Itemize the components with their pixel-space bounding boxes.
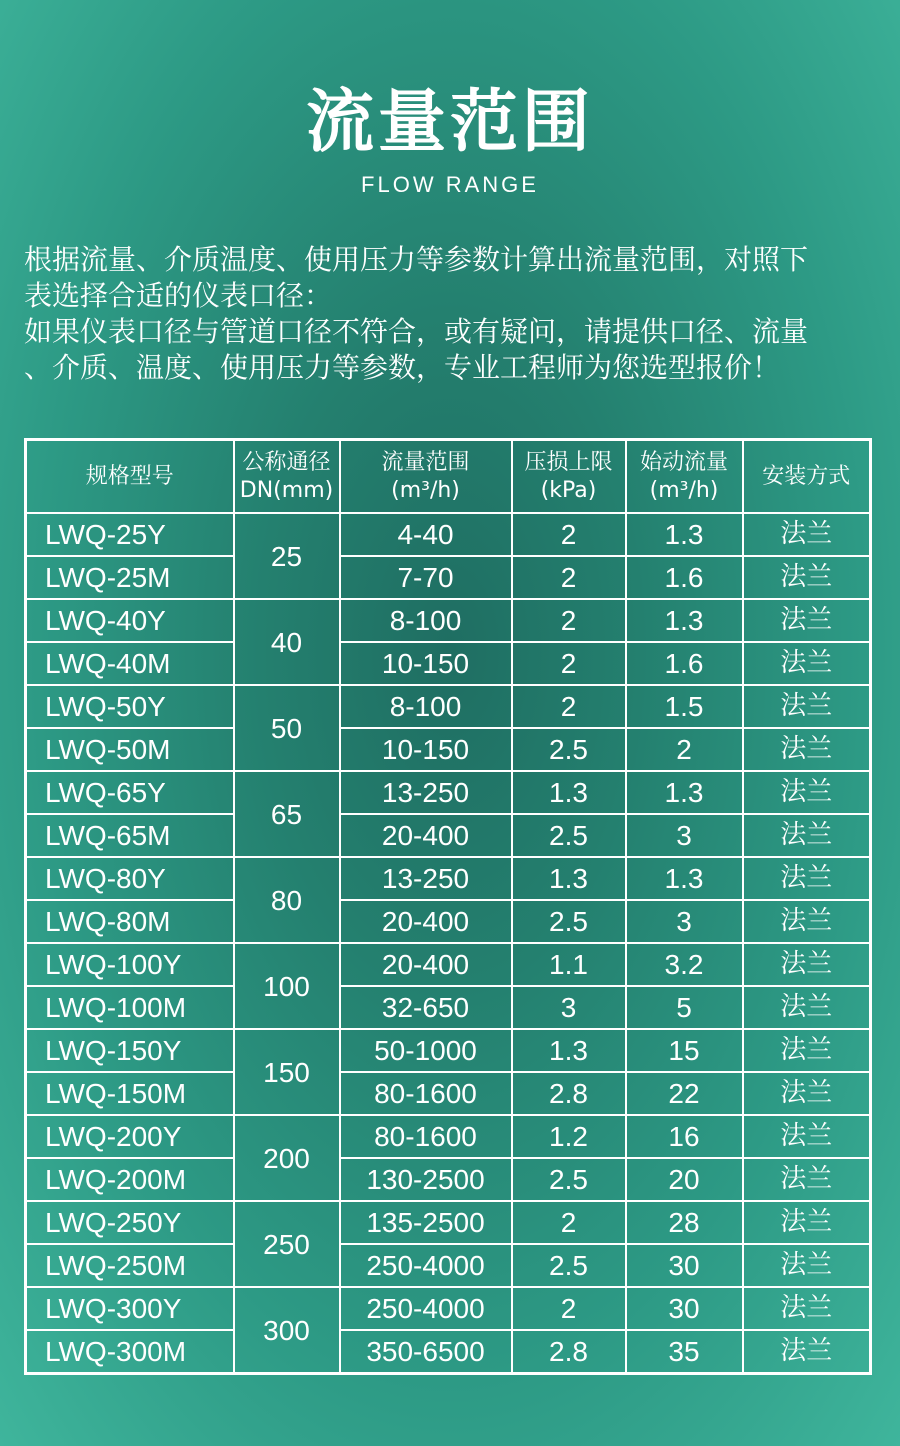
- column-header-unit: (m³/h): [649, 477, 719, 503]
- flow-range-cell: 8-100: [340, 685, 512, 728]
- pressure-loss-cell: 3: [512, 986, 626, 1029]
- column-header-label: 公称通径: [242, 449, 331, 475]
- column-header-label: 压损上限: [524, 449, 613, 475]
- model-cell: LWQ-80Y: [26, 857, 234, 900]
- table-row: [26, 1029, 871, 1072]
- start-flow-cell: 22: [626, 1072, 743, 1115]
- start-flow-cell: 2: [626, 728, 743, 771]
- pressure-loss-cell: 2.5: [512, 728, 626, 771]
- install-method-cell: 法兰: [743, 1330, 871, 1374]
- install-method-cell: 法兰: [743, 642, 871, 685]
- table-row: [26, 685, 871, 728]
- start-flow-cell: 3: [626, 814, 743, 857]
- column-header-unit: DN(mm): [239, 477, 334, 503]
- install-method-cell: 法兰: [743, 513, 871, 556]
- flow-range-cell: 80-1600: [340, 1115, 512, 1158]
- flow-range-cell: 32-650: [340, 986, 512, 1029]
- model-cell: LWQ-250M: [26, 1244, 234, 1287]
- model-cell: LWQ-150M: [26, 1072, 234, 1115]
- start-flow-cell: 1.6: [626, 642, 743, 685]
- page-subtitle: FLOW RANGE: [361, 172, 539, 197]
- pressure-loss-cell: 2: [512, 1287, 626, 1330]
- model-cell: LWQ-25Y: [26, 513, 234, 556]
- pressure-loss-cell: 2: [512, 513, 626, 556]
- install-method-cell: 法兰: [743, 728, 871, 771]
- dn-cell: 200: [234, 1115, 340, 1201]
- pressure-loss-cell: 1.3: [512, 1029, 626, 1072]
- flow-range-cell: 13-250: [340, 771, 512, 814]
- install-method-cell: 法兰: [743, 900, 871, 943]
- model-cell: LWQ-25M: [26, 556, 234, 599]
- table-row: [26, 771, 871, 814]
- column-header: [512, 440, 626, 514]
- model-cell: LWQ-65M: [26, 814, 234, 857]
- model-cell: LWQ-80M: [26, 900, 234, 943]
- install-method-cell: 法兰: [743, 1244, 871, 1287]
- dn-cell: 100: [234, 943, 340, 1029]
- intro-text: 根据流量、介质温度、使用压力等参数计算出流量范围，对照下 表选择合适的仪表口径： 如果仪表口径与管道口径不符合，或有疑问，请提供口径、流量 、介质、温度、使用压力等参数，专业工程师为您选型报价！: [24, 243, 809, 384]
- table-row: [26, 1287, 871, 1330]
- column-header-label: 规格型号: [85, 463, 174, 489]
- table-row: [26, 642, 871, 685]
- table-row: [26, 1115, 871, 1158]
- install-method-cell: 法兰: [743, 556, 871, 599]
- model-cell: LWQ-65Y: [26, 771, 234, 814]
- install-method-cell: 法兰: [743, 1287, 871, 1330]
- model-cell: LWQ-40M: [26, 642, 234, 685]
- model-cell: LWQ-300M: [26, 1330, 234, 1374]
- column-header: [26, 440, 234, 514]
- pressure-loss-cell: 2.5: [512, 900, 626, 943]
- model-cell: LWQ-200M: [26, 1158, 234, 1201]
- install-method-cell: 法兰: [743, 857, 871, 900]
- install-method-cell: 法兰: [743, 1158, 871, 1201]
- install-method-cell: 法兰: [743, 1115, 871, 1158]
- start-flow-cell: 1.6: [626, 556, 743, 599]
- flow-range-cell: 20-400: [340, 943, 512, 986]
- pressure-loss-cell: 1.1: [512, 943, 626, 986]
- pressure-loss-cell: 2: [512, 599, 626, 642]
- pressure-loss-cell: 1.2: [512, 1115, 626, 1158]
- dn-cell: 50: [234, 685, 340, 771]
- start-flow-cell: 30: [626, 1287, 743, 1330]
- start-flow-cell: 1.3: [626, 857, 743, 900]
- start-flow-cell: 1.3: [626, 599, 743, 642]
- dn-cell: 80: [234, 857, 340, 943]
- start-flow-cell: 28: [626, 1201, 743, 1244]
- install-method-cell: 法兰: [743, 1029, 871, 1072]
- column-header-label: 流量范围: [381, 449, 470, 475]
- flow-range-cell: 250-4000: [340, 1287, 512, 1330]
- table-row: [26, 513, 871, 556]
- pressure-loss-cell: 2.8: [512, 1072, 626, 1115]
- flow-range-cell: 135-2500: [340, 1201, 512, 1244]
- model-cell: LWQ-300Y: [26, 1287, 234, 1330]
- table-row: [26, 599, 871, 642]
- start-flow-cell: 5: [626, 986, 743, 1029]
- flow-range-cell: 20-400: [340, 900, 512, 943]
- pressure-loss-cell: 2.5: [512, 1158, 626, 1201]
- start-flow-cell: 1.3: [626, 513, 743, 556]
- install-method-cell: 法兰: [743, 1201, 871, 1244]
- install-method-cell: 法兰: [743, 685, 871, 728]
- dn-cell: 300: [234, 1287, 340, 1374]
- table-row: [26, 814, 871, 857]
- install-method-cell: 法兰: [743, 814, 871, 857]
- table-header-row: [26, 440, 871, 514]
- model-cell: LWQ-40Y: [26, 599, 234, 642]
- flow-range-cell: 10-150: [340, 642, 512, 685]
- column-header: [340, 440, 512, 514]
- install-method-cell: 法兰: [743, 1072, 871, 1115]
- model-cell: LWQ-100M: [26, 986, 234, 1029]
- column-header-label: 始动流量: [639, 449, 728, 475]
- pressure-loss-cell: 2: [512, 556, 626, 599]
- column-header: [626, 440, 743, 514]
- flow-range-cell: 7-70: [340, 556, 512, 599]
- dn-cell: 65: [234, 771, 340, 857]
- model-cell: LWQ-200Y: [26, 1115, 234, 1158]
- flow-range-cell: 4-40: [340, 513, 512, 556]
- start-flow-cell: 3.2: [626, 943, 743, 986]
- start-flow-cell: 15: [626, 1029, 743, 1072]
- table-row: [26, 1201, 871, 1244]
- install-method-cell: 法兰: [743, 599, 871, 642]
- dn-cell: 150: [234, 1029, 340, 1115]
- start-flow-cell: 1.5: [626, 685, 743, 728]
- column-header-label: 安装方式: [762, 463, 851, 489]
- table-row: [26, 728, 871, 771]
- page-title: 流量范围: [305, 83, 594, 162]
- flow-range-cell: 8-100: [340, 599, 512, 642]
- model-cell: LWQ-50M: [26, 728, 234, 771]
- model-cell: LWQ-100Y: [26, 943, 234, 986]
- start-flow-cell: 1.3: [626, 771, 743, 814]
- column-header-unit: (kPa): [540, 477, 597, 503]
- pressure-loss-cell: 2.5: [512, 1244, 626, 1287]
- pressure-loss-cell: 1.3: [512, 771, 626, 814]
- pressure-loss-cell: 2: [512, 685, 626, 728]
- table-row: [26, 857, 871, 900]
- table-row: [26, 900, 871, 943]
- flow-range-cell: 350-6500: [340, 1330, 512, 1374]
- table-row: [26, 1244, 871, 1287]
- flow-range-cell: 10-150: [340, 728, 512, 771]
- dn-cell: 250: [234, 1201, 340, 1287]
- dn-cell: 40: [234, 599, 340, 685]
- model-cell: LWQ-50Y: [26, 685, 234, 728]
- flow-range-cell: 13-250: [340, 857, 512, 900]
- start-flow-cell: 35: [626, 1330, 743, 1374]
- install-method-cell: 法兰: [743, 771, 871, 814]
- install-method-cell: 法兰: [743, 943, 871, 986]
- model-cell: LWQ-150Y: [26, 1029, 234, 1072]
- install-method-cell: 法兰: [743, 986, 871, 1029]
- pressure-loss-cell: 2: [512, 1201, 626, 1244]
- column-header: [234, 440, 340, 514]
- table-row: [26, 1072, 871, 1115]
- column-header-unit: (m³/h): [391, 477, 460, 503]
- flow-range-cell: 80-1600: [340, 1072, 512, 1115]
- column-header: [743, 440, 871, 514]
- table-row: [26, 986, 871, 1029]
- pressure-loss-cell: 2: [512, 642, 626, 685]
- flow-range-cell: 130-2500: [340, 1158, 512, 1201]
- model-cell: LWQ-250Y: [26, 1201, 234, 1244]
- table-row: [26, 556, 871, 599]
- pressure-loss-cell: 2.5: [512, 814, 626, 857]
- table-row: [26, 1158, 871, 1201]
- flow-range-table: [24, 438, 872, 1375]
- flow-range-cell: 250-4000: [340, 1244, 512, 1287]
- pressure-loss-cell: 1.3: [512, 857, 626, 900]
- start-flow-cell: 30: [626, 1244, 743, 1287]
- flow-range-cell: 50-1000: [340, 1029, 512, 1072]
- start-flow-cell: 16: [626, 1115, 743, 1158]
- dn-cell: 25: [234, 513, 340, 599]
- flow-range-cell: 20-400: [340, 814, 512, 857]
- start-flow-cell: 20: [626, 1158, 743, 1201]
- table-row: [26, 1330, 871, 1374]
- start-flow-cell: 3: [626, 900, 743, 943]
- pressure-loss-cell: 2.8: [512, 1330, 626, 1374]
- table-row: [26, 943, 871, 986]
